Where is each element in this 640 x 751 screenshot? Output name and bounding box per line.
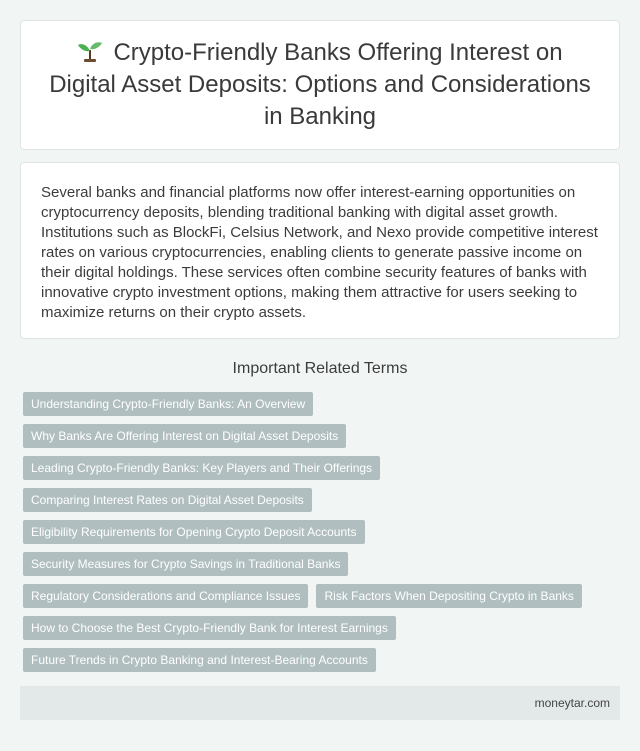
related-term-tag[interactable]: Future Trends in Crypto Banking and Interest-Bearing Accounts: [23, 648, 376, 672]
related-term-tag[interactable]: Leading Crypto-Friendly Banks: Key Players and Their Offerings: [23, 456, 380, 480]
page-title-text: Crypto-Friendly Banks Offering Interest on Digital Asset Deposits: Options and Considerations in Banking: [49, 39, 591, 130]
tag-row: [23, 424, 623, 448]
page-title: [21, 37, 619, 133]
tag-row: [23, 648, 623, 672]
related-term-tag[interactable]: Understanding Crypto-Friendly Banks: An Overview: [23, 392, 313, 416]
tag-row: [23, 520, 623, 544]
tag-row: [23, 392, 623, 416]
footer: [20, 686, 620, 720]
tag-row: [23, 456, 623, 480]
related-terms-heading: Important Related Terms: [232, 360, 408, 377]
related-term-tag[interactable]: Regulatory Considerations and Compliance Issues: [23, 584, 308, 608]
related-term-tag[interactable]: How to Choose the Best Crypto-Friendly Bank for Interest Earnings: [23, 616, 396, 640]
title-card: [20, 20, 620, 150]
tag-row: [23, 584, 623, 608]
related-term-tag[interactable]: Risk Factors When Depositing Crypto in Banks: [316, 584, 581, 608]
tag-row: [23, 488, 623, 512]
intro-card: [20, 162, 620, 339]
related-term-tag[interactable]: Comparing Interest Rates on Digital Asset Deposits: [23, 488, 312, 512]
intro-paragraph: Several banks and financial platforms now offer interest-earning opportunities on cryptocurrency deposits, blending traditional banking with digital asset growth. Institutions such as BlockFi, Celsius Network, and Nexo provide competitive interest rates on various cryptocurrencies, enabling clients to generate passive income on their digital holdings. These services often combine security features of banks with innovative crypto investment options, making them attractive for users seeking to maximize returns on their crypto assets.: [41, 184, 598, 321]
related-term-tag[interactable]: Eligibility Requirements for Opening Crypto Deposit Accounts: [23, 520, 365, 544]
sprout-icon: [77, 40, 103, 62]
tag-row: [23, 552, 623, 576]
related-term-tag[interactable]: Why Banks Are Offering Interest on Digital Asset Deposits: [23, 424, 346, 448]
tag-row: [23, 616, 623, 640]
related-terms-list: [23, 392, 623, 680]
site-name[interactable]: moneytar.com: [534, 696, 610, 710]
related-term-tag[interactable]: Security Measures for Crypto Savings in Traditional Banks: [23, 552, 348, 576]
